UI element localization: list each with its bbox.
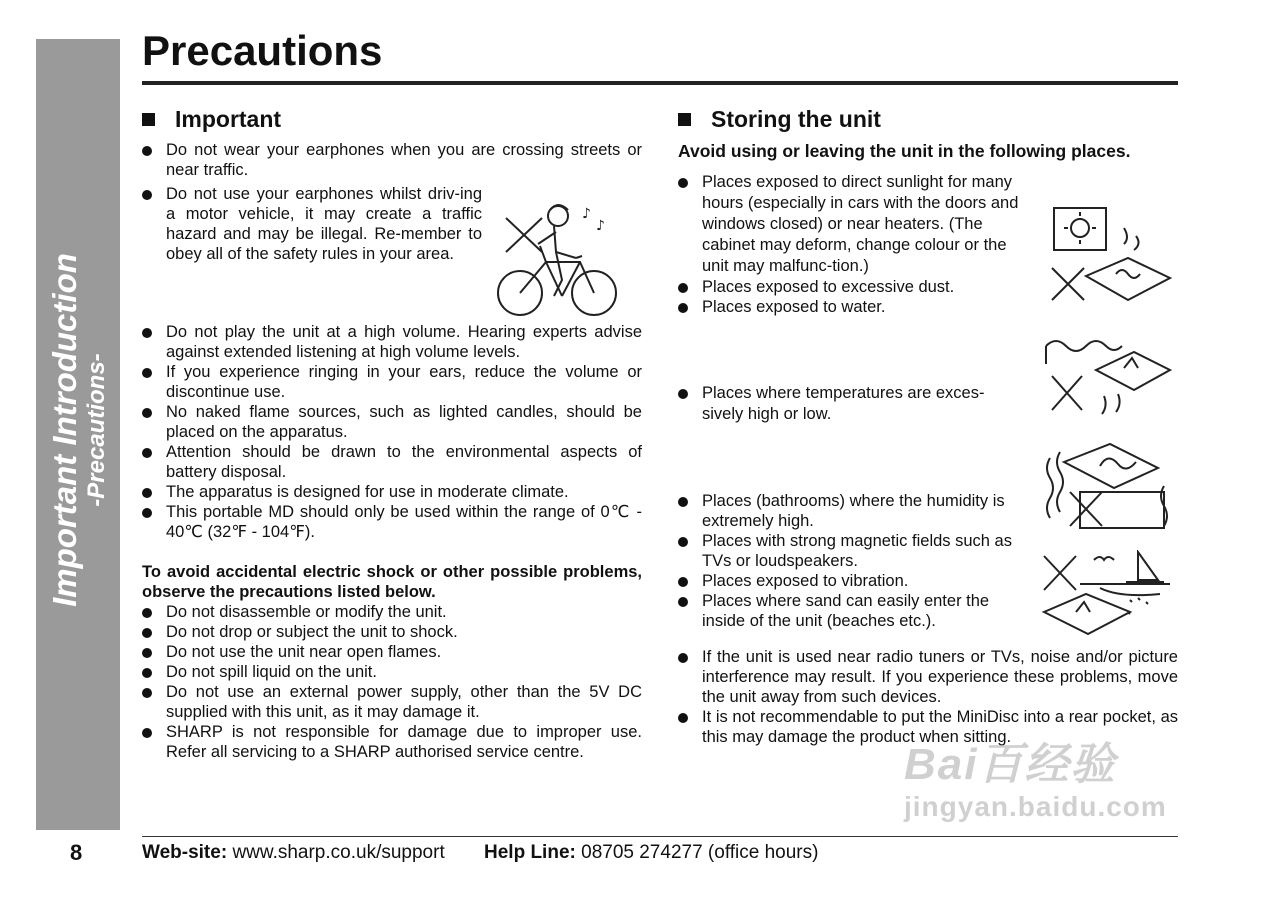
list-item: Do not drop or subject the unit to shock. (142, 622, 642, 642)
list-item: This portable MD should only be used within the range of 0℃ - 40℃ (32℉ - 104℉). (142, 502, 642, 542)
svg-text:♪: ♪ (582, 206, 591, 222)
storing-intro: Avoid using or leaving the unit in the following places. (678, 141, 1131, 161)
sidebar-section-title: Important Introduction (46, 253, 83, 607)
storing-list-3 (678, 491, 1024, 631)
storing-section (678, 104, 1178, 747)
beach-sand-illustration (1040, 550, 1175, 646)
list-item: Do not spill liquid on the unit. (142, 662, 642, 682)
list-item: If the unit is used near radio tuners or TVs, noise and/or picture interference may result. If you experience these problems, move the unit away from such devices. (678, 647, 1178, 707)
list-item: SHARP is not responsible for damage due to improper use. Refer all servicing to a SHARP authorised service centre. (142, 722, 642, 762)
sidebar-section-subtitle: -Precautions- (83, 353, 110, 507)
important-heading-text: Important (175, 106, 282, 132)
list-item: Do not disassemble or modify the unit. (142, 602, 642, 622)
storing-list-4 (678, 647, 1178, 747)
heater-temperature-illustration (1040, 438, 1175, 532)
page-number: 8 (70, 840, 83, 865)
footer-divider (142, 836, 1178, 837)
list-item: Places (bathrooms) where the humidity is extremely high. (678, 491, 1024, 531)
website-url: www.sharp.co.uk/support (232, 842, 445, 863)
list-item: Places where sand can easily enter the inside of the unit (beaches etc.). (678, 591, 1024, 631)
important-list-middle (142, 322, 642, 542)
storing-heading-text: Storing the unit (711, 106, 881, 132)
square-bullet-icon (678, 113, 691, 126)
page-title: Precautions (142, 27, 383, 74)
list-item: Do not wear your earphones when you are crossing streets or near traffic. (142, 140, 642, 180)
water-exposure-illustration (1040, 334, 1175, 418)
watermark-brand: Bai百经验 (904, 740, 1117, 789)
sunlight-window-illustration (1040, 206, 1175, 306)
footer-helpline (484, 842, 818, 864)
list-item: Do not use the unit near open flames. (142, 642, 642, 662)
list-item: Places exposed to excessive dust. (678, 277, 1024, 297)
shock-warning-intro: To avoid accidental electric shock or other possible problems, observe the precautions listed below. (142, 563, 642, 601)
list-item: If you experience ringing in your ears, reduce the volume or discontinue use. (142, 362, 642, 402)
square-bullet-icon (142, 113, 155, 126)
list-item: Do not play the unit at a high volume. Hearing experts advise against extended listening at high volume levels. (142, 322, 642, 362)
footer-website (142, 842, 445, 864)
list-item: The apparatus is designed for use in moderate climate. (142, 482, 642, 502)
baidu-watermark (904, 740, 1167, 824)
important-heading (142, 104, 642, 134)
helpline-label: Help Line: (484, 842, 576, 863)
list-item: Places exposed to vibration. (678, 571, 1024, 591)
svg-text:♪: ♪ (596, 218, 605, 234)
storing-heading (678, 104, 1178, 134)
list-item: Places exposed to water. (678, 297, 1024, 317)
cyclist-with-earphones-illustration (496, 196, 618, 322)
watermark-url: jingyan.baidu.com (904, 791, 1167, 822)
helpline-number: 08705 274277 (office hours) (581, 842, 819, 863)
website-label: Web-site: (142, 842, 228, 863)
list-item: It is not recommendable to put the MiniDisc into a rear pocket, as this may damage the product when sitting. (678, 707, 1178, 747)
storing-list-1 (678, 172, 1024, 317)
list-item: Places exposed to direct sunlight for many hours (especially in cars with the doors and windows closed) or near heaters. (The cabinet may deform, change colour or the unit may malfunc-tion.) (678, 172, 1024, 277)
list-item: Attention should be drawn to the environmental aspects of battery disposal. (142, 442, 642, 482)
shock-list (142, 602, 642, 762)
list-item: Do not use your earphones whilst driv-ing a motor vehicle, it may create a traffic hazard and may be illegal. Re-member to obey all of the safety rules in your area. (142, 184, 482, 264)
list-item: Do not use an external power supply, other than the 5V DC supplied with this unit, as it may damage it. (142, 682, 642, 722)
list-item: Places where temperatures are exces-sively high or low. (678, 383, 1024, 425)
list-item: No naked flame sources, such as lighted candles, should be placed on the apparatus. (142, 402, 642, 442)
title-divider (142, 81, 1178, 85)
storing-list-2 (678, 383, 1024, 425)
list-item: Places with strong magnetic fields such as TVs or loudspeakers. (678, 531, 1024, 571)
sidebar-label (46, 253, 110, 607)
